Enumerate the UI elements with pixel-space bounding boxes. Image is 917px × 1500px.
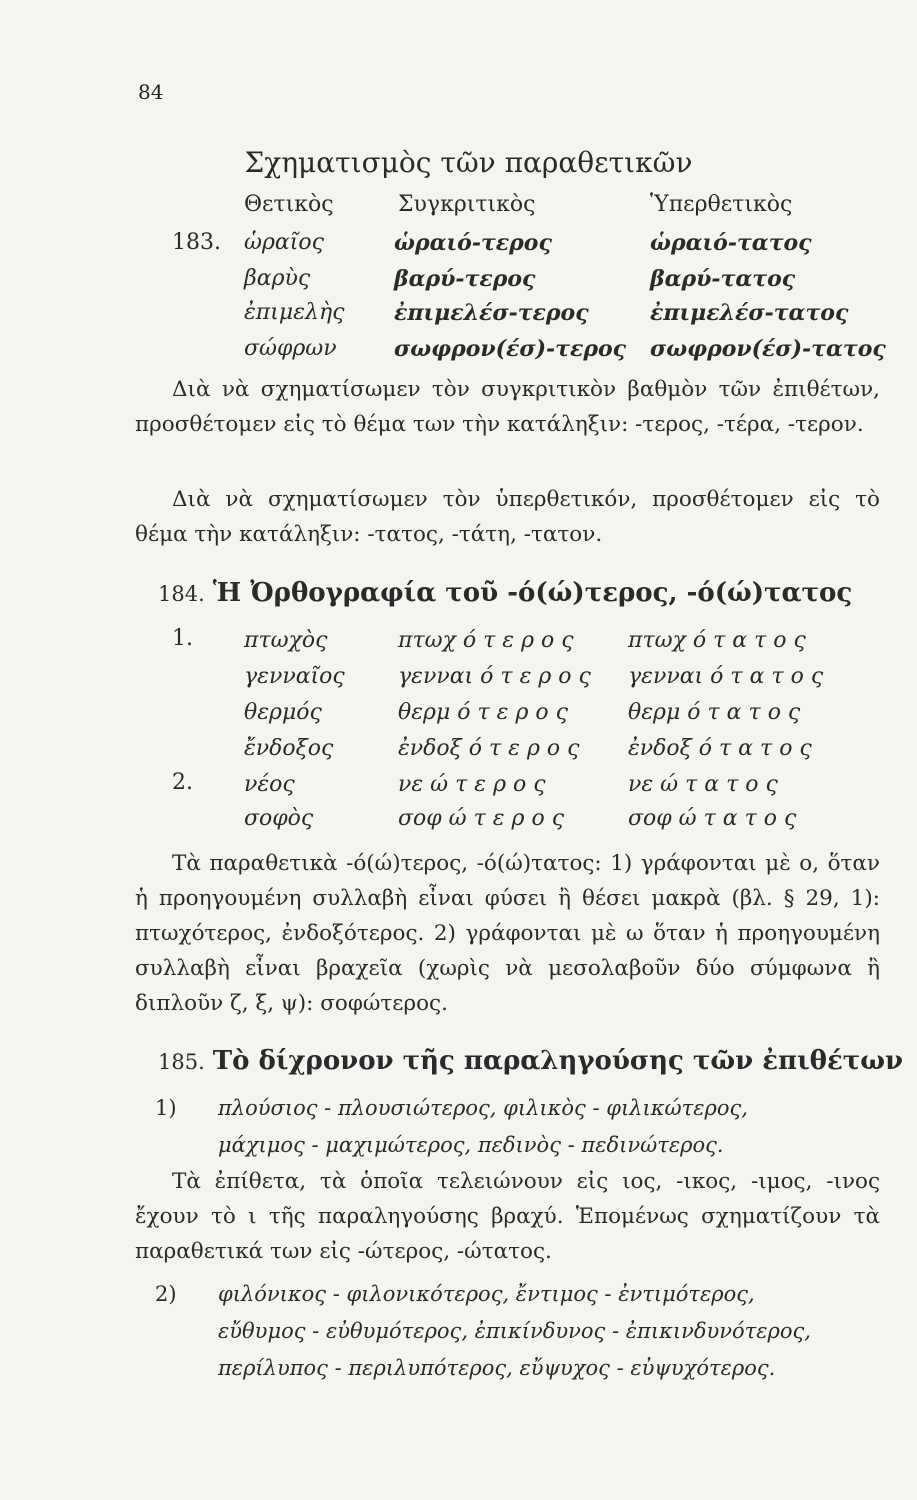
- table-row: [0, 806, 917, 846]
- comparative-form: ἐπιμελέσ-τερος: [394, 300, 589, 326]
- section-number: 183.: [172, 230, 221, 255]
- positive-form: ὡραῖος: [244, 230, 324, 255]
- section-184-heading: [158, 578, 852, 608]
- table-row: [0, 230, 917, 270]
- superlative-form: πτωχ ό τ α τ ο ς: [628, 628, 806, 653]
- positive-form: βαρὺς: [244, 266, 311, 291]
- section-number: 185.: [158, 1050, 205, 1074]
- group-label: 2.: [172, 770, 193, 795]
- example-line: εὔθυμος - εὐθυμότερος, ἐπικίνδυνος - ἐπικινδυνότερος,: [218, 1319, 811, 1343]
- example-label: 1): [155, 1096, 177, 1120]
- group-label: 1.: [172, 626, 193, 651]
- paragraph-comparative-rule: [135, 372, 880, 442]
- positive-form: νέος: [244, 772, 295, 797]
- positive-form: ἐπιμελὴς: [244, 300, 345, 325]
- section-number: 184.: [158, 582, 205, 606]
- comparative-form: θερμ ό τ ε ρ ο ς: [398, 700, 568, 725]
- paragraph-orthography-rule: [135, 846, 880, 1021]
- comparative-form: σωφρον(έσ)-τερος: [394, 336, 627, 362]
- page-title: Σχηματισμὸς τῶν παραθετικῶν: [244, 146, 693, 179]
- positive-form: γενναῖος: [244, 664, 345, 689]
- example-line: περίλυπος - περιλυπότερος, εὔψυχος - εὐψυχότερος.: [218, 1356, 776, 1380]
- header-positive: Θετικὸς: [244, 192, 334, 217]
- paragraph-text: Τὰ ἐπίθετα, τὰ ὁποῖα τελειώνουν εἰς ιος, -ικος, -ιμος, -ινος ἔχουν τὸ ι τῆς παραληγούσης βραχύ. Ἑπομένως σχηματίζουν τὰ παραθετικά των εἰς -ώτερος, -ώτατος.: [135, 1169, 880, 1264]
- paragraph-text: Διὰ νὰ σχηματίσωμεν τὸν συγκριτικὸν βαθμὸν τῶν ἐπιθέτων, προσθέτομεν εἰς τὸ θέμα των τὴν κατάληξιν: -τερος, -τέρα, -τερον.: [135, 377, 880, 437]
- table-header-row: [0, 192, 917, 232]
- example-list-1: [155, 1090, 888, 1164]
- superlative-form: ἐπιμελέσ-τατος: [650, 300, 849, 326]
- example-list-2: [155, 1276, 888, 1387]
- superlative-form: βαρύ-τατος: [650, 266, 796, 292]
- superlative-form: σοφ ώ τ α τ ο ς: [628, 806, 797, 831]
- section-title: Τὸ δίχρονον τῆς παραληγούσης τῶν ἐπιθέτων: [212, 1046, 904, 1076]
- example-label: 2): [155, 1282, 177, 1306]
- superlative-form: σωφρον(έσ)-τατος: [650, 336, 886, 362]
- positive-form: σώφρων: [244, 336, 337, 361]
- superlative-form: θερμ ό τ α τ ο ς: [628, 700, 801, 725]
- comparative-form: σοφ ώ τ ε ρ ο ς: [398, 806, 565, 831]
- table-row: [0, 300, 917, 340]
- superlative-form: νε ώ τ α τ ο ς: [628, 772, 778, 797]
- example-line: φιλόνικος - φιλονικότερος, ἔντιμος - ἐντιμότερος,: [218, 1282, 755, 1306]
- comparative-form: νε ώ τ ε ρ ο ς: [398, 772, 546, 797]
- comparative-form: ὡραιό-τερος: [394, 230, 552, 256]
- paragraph-superlative-rule: [135, 482, 880, 552]
- section-185-heading: [158, 1046, 903, 1076]
- header-superlative: Ὑπερθετικὸς: [650, 192, 793, 217]
- comparative-form: ἐνδοξ ό τ ε ρ ο ς: [398, 736, 580, 761]
- comparative-form: γενναι ό τ ε ρ ο ς: [398, 664, 591, 689]
- comparative-form: πτωχ ό τ ε ρ ο ς: [398, 628, 574, 653]
- section-title: Ἡ Ὀρθογραφία τοῦ -ό(ώ)τερος, -ό(ώ)τατος: [212, 578, 853, 608]
- table-row: [0, 336, 917, 376]
- superlative-form: ὡραιό-τατος: [650, 230, 812, 256]
- positive-form: σοφὸς: [244, 806, 314, 831]
- header-comparative: Συγκριτικὸς: [398, 192, 536, 217]
- comparative-form: βαρύ-τερος: [394, 266, 536, 292]
- paragraph-dichronon-rule: [135, 1164, 880, 1269]
- superlative-form: γενναι ό τ α τ ο ς: [628, 664, 824, 689]
- positive-form: πτωχὸς: [244, 628, 328, 653]
- paragraph-text: Τὰ παραθετικὰ -ό(ώ)τερος, -ό(ώ)τατος: 1) γράφονται μὲ ο, ὅταν ἡ προηγουμένη συλλαβὴ εἶναι φύσει ἢ θέσει μακρὰ (βλ. § 29, 1): πτωχότερος, ἐνδοξότερος. 2) γράφονται μὲ ω ὅταν ἡ προηγουμένη συλλαβὴ εἶναι βραχεῖα (χωρὶς νὰ μεσολαβοῦν δύο σύμφωνα ἢ διπλοῦν ζ, ξ, ψ): σοφώτερος.: [135, 851, 880, 1016]
- superlative-form: ἐνδοξ ό τ α τ ο ς: [628, 736, 812, 761]
- example-line: μάχιμος - μαχιμώτερος, πεδινὸς - πεδινώτερος.: [218, 1133, 724, 1157]
- paragraph-text: Διὰ νὰ σχηματίσωμεν τὸν ὑπερθετικόν, προσθέτομεν εἰς τὸ θέμα τὴν κατάληξιν: -τατος, -τάτη, -τατον.: [135, 487, 880, 547]
- positive-form: ἔνδοξος: [244, 736, 334, 761]
- example-line: πλούσιος - πλουσιώτερος, φιλικὸς - φιλικώτερος,: [218, 1096, 748, 1120]
- page-number: 84: [138, 80, 164, 104]
- table-row: [0, 700, 917, 740]
- positive-form: θερμός: [244, 700, 322, 725]
- table-row: [0, 628, 917, 668]
- table-row: [0, 736, 917, 776]
- table-row: [0, 664, 917, 704]
